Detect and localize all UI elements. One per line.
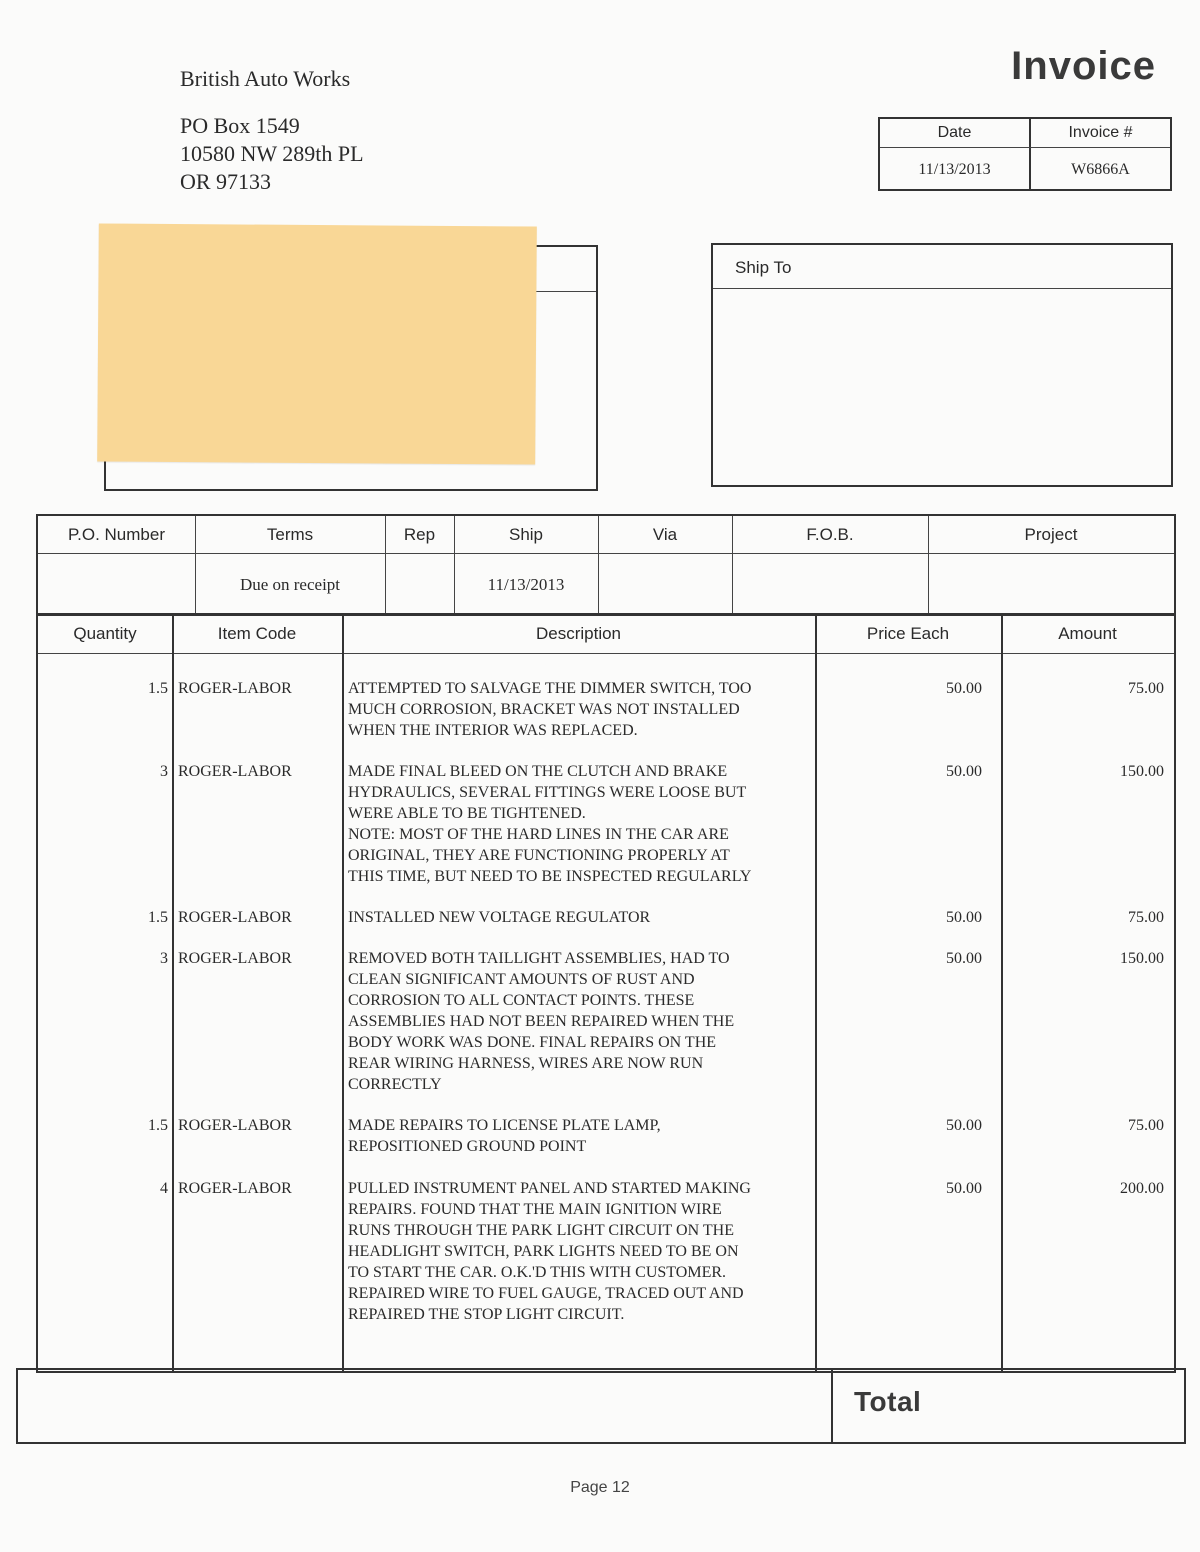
row-description: MADE REPAIRS TO LICENSE PLATE LAMP, REPOSITIONED GROUND POINT bbox=[348, 1117, 661, 1155]
row-amount: 75.00 bbox=[1128, 680, 1164, 697]
redaction-sticky-note bbox=[97, 223, 537, 464]
via-header: Via bbox=[652, 524, 678, 544]
row-description: REMOVED BOTH TAILLIGHT ASSEMBLIES, HAD TO CLEAN SIGNIFICANT AMOUNTS OF RUST AND CORROSION TO ALL CONTACT POINTS. THESE ASSEMBLIES HAD NOT BEEN REPAIRED WHEN THE BODY WORK WAS DONE. FINAL REPAIRS ON THE REAR WIRING HARNESS, WIRES ARE NOW RUN CORRECTLY bbox=[348, 950, 735, 1093]
row-amount: 75.00 bbox=[1128, 1117, 1164, 1134]
row-price-each: 50.00 bbox=[946, 680, 982, 697]
ship-header: Ship bbox=[508, 524, 544, 544]
description-header: Description bbox=[535, 624, 622, 643]
row-description: PULLED INSTRUMENT PANEL AND STARTED MAKING REPAIRS. FOUND THAT THE MAIN IGNITION WIRE RUNS THROUGH THE PARK LIGHT CIRCUIT ON THE HEADLIGHT SWITCH, PARK LIGHTS NEED TO BE ON TO START THE CAR. O.K.'D THIS WITH CUSTOMER. REPAIRED WIRE TO FUEL GAUGE, TRACED OUT AND REPAIRED THE STOP LIGHT CIRCUIT. bbox=[348, 1180, 751, 1323]
po-number-header: P.O. Number bbox=[67, 524, 165, 544]
row-item-code: ROGER-LABOR bbox=[178, 1117, 292, 1134]
amount-header: Amount bbox=[1058, 624, 1117, 643]
project-header: Project bbox=[1024, 524, 1078, 544]
row-quantity: 1.5 bbox=[148, 680, 168, 697]
row-item-code: ROGER-LABOR bbox=[178, 763, 292, 780]
totals-box bbox=[16, 1368, 1186, 1444]
address-line: OR 97133 bbox=[180, 169, 272, 194]
total-label: Total bbox=[854, 1386, 922, 1417]
quantity-header: Quantity bbox=[73, 624, 137, 643]
rep-value bbox=[385, 554, 454, 616]
row-price-each: 50.00 bbox=[946, 1180, 982, 1197]
row-amount: 200.00 bbox=[1120, 1180, 1164, 1197]
ship-date-value: 11/13/2013 bbox=[487, 575, 565, 594]
row-quantity: 4 bbox=[160, 1180, 168, 1197]
row-quantity: 1.5 bbox=[148, 1117, 168, 1134]
project-value bbox=[928, 554, 1174, 616]
row-price-each: 50.00 bbox=[946, 1117, 982, 1134]
row-description: INSTALLED NEW VOLTAGE REGULATOR bbox=[348, 909, 651, 926]
invoice-number: W6866A bbox=[1071, 160, 1130, 178]
company-name: British Auto Works bbox=[180, 66, 351, 91]
price-each-header: Price Each bbox=[866, 624, 950, 643]
order-info-table bbox=[36, 514, 1176, 616]
row-price-each: 50.00 bbox=[946, 909, 982, 926]
row-quantity: 3 bbox=[160, 763, 168, 780]
line-items-table bbox=[36, 613, 1176, 1373]
date-label: Date bbox=[880, 119, 1031, 147]
item-code-header: Item Code bbox=[217, 624, 297, 643]
address-line: PO Box 1549 bbox=[180, 113, 300, 138]
row-quantity: 1.5 bbox=[148, 909, 168, 926]
row-item-code: ROGER-LABOR bbox=[178, 909, 292, 926]
invoice-date: 11/13/2013 bbox=[880, 148, 1031, 191]
fob-value bbox=[732, 554, 928, 616]
fob-header: F.O.B. bbox=[806, 524, 854, 544]
terms-header: Terms bbox=[266, 524, 314, 544]
row-description: ATTEMPTED TO SALVAGE THE DIMMER SWITCH, TOO MUCH CORROSION, BRACKET WAS NOT INSTALLED WHEN THE INTERIOR WAS REPLACED. bbox=[348, 680, 752, 739]
row-amount: 150.00 bbox=[1120, 950, 1164, 967]
ship-to-label: Ship To bbox=[735, 258, 792, 277]
row-item-code: ROGER-LABOR bbox=[178, 1180, 292, 1197]
address-line: 10580 NW 289th PL bbox=[180, 141, 364, 166]
po-number-value bbox=[38, 554, 195, 616]
row-amount: 75.00 bbox=[1128, 909, 1164, 926]
company-address bbox=[180, 112, 364, 196]
document-title: Invoice bbox=[1011, 44, 1156, 88]
row-amount: 150.00 bbox=[1120, 763, 1164, 780]
terms-value: Due on receipt bbox=[239, 575, 341, 594]
row-price-each: 50.00 bbox=[946, 950, 982, 967]
via-value bbox=[598, 554, 732, 616]
page-number: Page 12 bbox=[570, 1479, 630, 1496]
date-invoice-box bbox=[878, 117, 1172, 191]
row-item-code: ROGER-LABOR bbox=[178, 680, 292, 697]
invoice-number-label: Invoice # bbox=[1068, 124, 1133, 141]
row-description: MADE FINAL BLEED ON THE CLUTCH AND BRAKE HYDRAULICS, SEVERAL FITTINGS WERE LOOSE BUT WERE ABLE TO BE TIGHTENED. NOTE: MOST OF THE HARD LINES IN THE CAR ARE ORIGINAL, THEY ARE FUNCTIONING PROPERLY AT THIS TIME, BUT NEED TO BE INSPECTED REGULARLY bbox=[348, 763, 752, 885]
row-price-each: 50.00 bbox=[946, 763, 982, 780]
row-item-code: ROGER-LABOR bbox=[178, 950, 292, 967]
ship-to-box bbox=[711, 243, 1173, 487]
rep-header: Rep bbox=[403, 524, 436, 544]
row-quantity: 3 bbox=[160, 950, 168, 967]
